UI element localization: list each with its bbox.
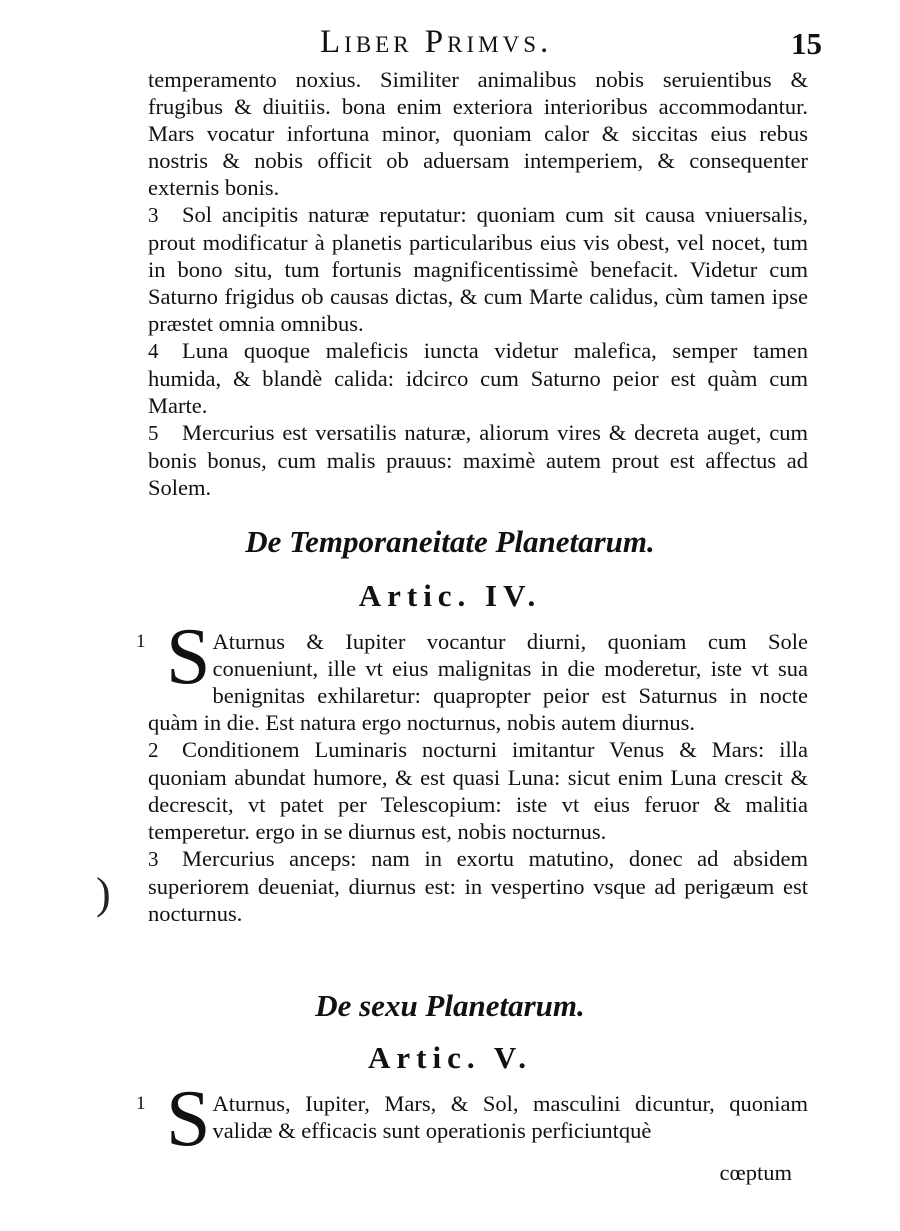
paragraph-number: 2 [148,738,159,762]
running-head [0,24,900,64]
top-text-block [148,66,808,501]
intro-paragraph: temperamento noxius. Similiter animalibus nobis seruientibus & frugibus & diuitiis. bona enim exteriora interioribus accommodantur. Mars vocatur infortuna minor, quoniam calor & siccitas eius rebus nostris & nobis officit ob aduersam intemperiem, & consequenter externis bonis. [148,67,808,200]
paragraph-text: Sol ancipitis naturæ reputatur: quoniam cum sit causa vniuersalis, prout modificatur à planetis particularibus eius vis obest, vel nocet, tum in bono situ, tum fortunis magnificentissimè benefacit. Videtur cum Saturno frigidus ob causas dictas, & cum Marte calidus, cùm tamen ipse præstet omnia omnibus. [148,202,808,336]
page-number: 15 [791,26,822,61]
paragraph-3 [148,845,808,927]
paragraph-number: 1 [136,1093,146,1114]
paragraph-text: Aturnus, Iupiter, Mars, & Sol, masculini dicuntur, quoniam validæ & efficacis sunt operationis perficiuntquè [212,1091,808,1143]
paragraph-2 [148,736,808,845]
margin-bracket-mark: ) [96,869,111,918]
paragraph-text: Conditionem Luminaris nocturni imitantur Venus & Mars: illa quoniam abundat humore, & est quasi Luna: sicut enim Luna crescit & decrescit, vt patet per Telescopium: iste vt eius feruor & malitia temperetur. ergo in se diurnus est, nobis nocturnus. [148,737,808,844]
paragraph-number: 3 [148,847,159,871]
paragraph-text: Mercurius anceps: nam in exortu matutino, donec ad absidem superiorem deueniat, diurnus est: in vespertino vsque ad perigæum est nocturnus. [148,846,808,926]
article-heading-v: Artic. V. [368,1040,532,1075]
paragraph-1-dropcap [136,613,808,736]
paragraph-number: 4 [148,339,159,363]
paragraph-4 [148,337,808,419]
paragraph-text: Aturnus & Iupiter vocantur diurni, quoniam cum Sole conueniunt, ille vt eius malignitas in die moderetur, iste vt sua benignitas exhilaretur: quapropter peior est Saturnus in nocte quàm in die. Est natura ergo nocturnus, nobis autem diurnus. [148,629,808,735]
paragraph-number: 5 [148,421,159,445]
drop-cap: S [166,1075,211,1163]
article-heading-iv: Artic. IV. [358,578,542,613]
paragraph-5 [148,419,808,501]
section-heading-sexu: De sexu Planetarum. [315,988,585,1023]
paragraph-3 [148,201,808,337]
running-title: Liber Primvs. [320,24,553,60]
paragraph-text: Luna quoque maleficis iuncta videtur malefica, semper tamen humida, & blandè calida: idcirco cum Saturno peior est quàm cum Marte. [148,338,808,418]
drop-cap: S [166,613,211,701]
section-4-text [136,613,808,927]
catchword: cœptum [719,1160,792,1185]
section-heading-temporaneitate: De Temporaneitate Planetarum. [245,524,655,559]
paragraph-1-dropcap [136,1075,808,1163]
paragraph-text: Mercurius est versatilis naturæ, aliorum vires & decreta auget, cum bonis bonus, cum malis prauus: maximè autem prout est affectus ad Solem. [148,420,808,500]
section-5-text [136,1075,808,1163]
paragraph-number: 1 [136,631,146,652]
paragraph-number: 3 [148,203,159,227]
